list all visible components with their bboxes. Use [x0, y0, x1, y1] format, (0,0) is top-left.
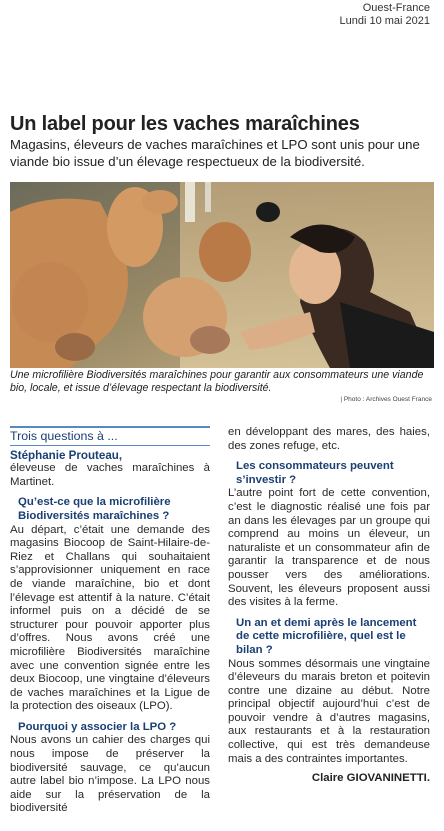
- article-standfirst: Magasins, éleveurs de vaches maraîchines et LPO sont unis pour une viande bio issue d’un élevage respectueux de la biodiversité.: [10, 137, 420, 169]
- interviewee-name: Stéphanie Prouteau,: [10, 448, 123, 462]
- left-column: [10, 426, 210, 816]
- photo-credit: | Photo : Archives Ouest France: [340, 396, 432, 403]
- article-photo: [10, 182, 434, 368]
- answer-4: Nous sommes désormais une vingtaine d’éleveurs du marais breton et poitevin contre une dizaine au début. Notre principal objectif aujourd’hui c’est de pouvoir vendre à d’autres magasins, aux restaurants et à la restauration collective, qui est très demandeuse mais a des contraintes importantes.: [228, 657, 430, 765]
- answer-2-continued: en développant des mares, des haies, des zones refuge, etc.: [228, 426, 430, 452]
- publication-date: Lundi 10 mai 2021: [339, 15, 430, 27]
- masthead: [339, 2, 430, 28]
- answer-2: Nous avons un cahier des charges qui nous impose de préserver la biodiversité sauvage, ce qu’aucun autre label bio n’impose. La LPO nous aide sur la préservation de la biodiversité: [10, 734, 210, 815]
- question-3: Les consommateurs peuvent s’investir ?: [236, 460, 394, 486]
- photo-caption: Une microfilière Biodiversités maraîchines pour garantir aux consommateurs une viande bio, locale, et issue d’élevage respectant la biodiversité.: [10, 369, 424, 394]
- cows-and-woman-photo: [10, 182, 434, 368]
- right-column: [228, 426, 430, 786]
- answer-3: L’autre point fort de cette convention, c’est le diagnostic réalisé une fois par an dans les élevages par un groupe qui comprend au moins un éleveur, un naturaliste et un consommateur afin de garantir la transparence et de nous pousser vers des améliorations. Souvent, les éleveurs proposent aussi des visites à la ferme.: [228, 487, 430, 609]
- interview-kicker: Trois questions à ...: [10, 426, 210, 446]
- answer-1: Au départ, c’était une demande des magasins Biocoop de Saint-Hilaire-de-Riez et Challans qui souhaitaient s’approvisionner uniquement en race de viande maraîchine, bio et dont l’élevage est attentif à la nature. C’était informel puis on a décidé de se structurer pour pouvoir apporter plus d’offres. Nous avons créé une microfilière Biodiversités maraîchine avec une convention signée entre les deux Biocoop, une vingtaine d’éleveurs de vaches maraîchines et la Ligue de la protection des oiseaux (LPO).: [10, 523, 210, 713]
- question-1: Qu’est-ce que la microfilière Biodiversités maraîchines ?: [18, 496, 171, 522]
- article-title: Un label pour les vaches maraîchines: [10, 113, 360, 135]
- question-4: Un an et demi après le lancement de cette microfilière, quel est le bilan ?: [236, 616, 417, 656]
- author-signature: Claire GIOVANINETTI.: [311, 772, 430, 785]
- newspaper-name: Ouest-France: [362, 2, 430, 14]
- interviewee-role: éleveuse de vaches maraîchines à Martinet.: [10, 462, 210, 488]
- question-2: Pourquoi y associer la LPO ?: [18, 720, 177, 733]
